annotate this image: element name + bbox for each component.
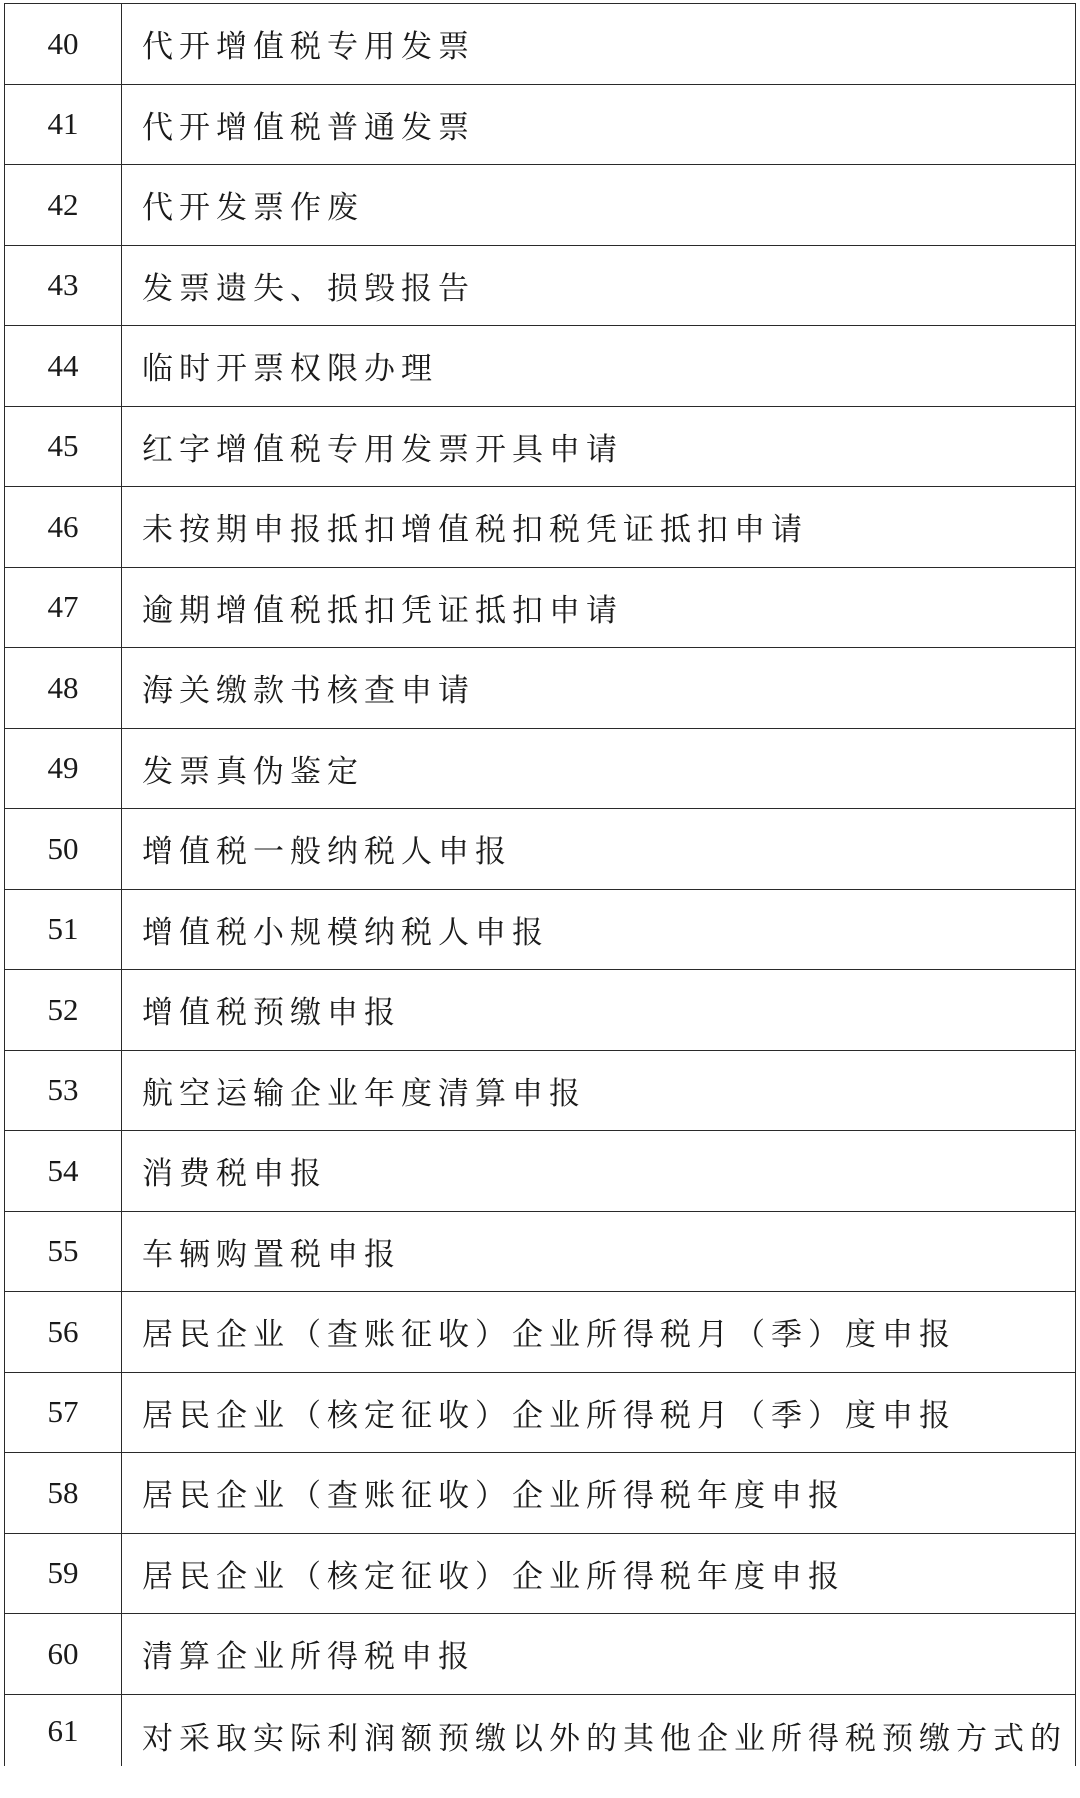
item-name: 逾期增值税抵扣凭证抵扣申请 [122,567,1076,648]
row-number: 59 [5,1533,122,1614]
table-row [5,1211,1076,1292]
item-name: 发票遗失、损毁报告 [122,245,1076,326]
item-name: 消费税申报 [122,1131,1076,1212]
table-row [5,4,1076,85]
row-number: 44 [5,326,122,407]
table-row [5,1533,1076,1614]
row-number: 51 [5,889,122,970]
item-name: 红字增值税专用发票开具申请 [122,406,1076,487]
row-number: 43 [5,245,122,326]
item-name: 发票真伪鉴定 [122,728,1076,809]
item-name: 代开发票作废 [122,165,1076,246]
row-number: 57 [5,1372,122,1453]
row-number: 42 [5,165,122,246]
table-row [5,1292,1076,1373]
item-name: 车辆购置税申报 [122,1211,1076,1292]
row-number: 52 [5,970,122,1051]
item-name: 代开增值税专用发票 [122,4,1076,85]
row-number: 49 [5,728,122,809]
item-name: 临时开票权限办理 [122,326,1076,407]
item-name: 清算企业所得税申报 [122,1614,1076,1695]
item-name: 对采取实际利润额预缴以外的其他企业所得税预缴方式的 [122,1694,1076,1766]
item-name: 居民企业（核定征收）企业所得税月（季）度申报 [122,1372,1076,1453]
service-items-table [4,3,1076,1766]
row-number: 45 [5,406,122,487]
table-row [5,1372,1076,1453]
table-row [5,326,1076,407]
table-row [5,406,1076,487]
table-row [5,1050,1076,1131]
table-row [5,970,1076,1051]
row-number: 53 [5,1050,122,1131]
row-number: 60 [5,1614,122,1695]
table-row [5,1694,1076,1766]
item-name: 增值税一般纳税人申报 [122,809,1076,890]
table-row [5,1453,1076,1534]
table-row [5,648,1076,729]
item-name: 航空运输企业年度清算申报 [122,1050,1076,1131]
table-row [5,487,1076,568]
item-name: 未按期申报抵扣增值税扣税凭证抵扣申请 [122,487,1076,568]
row-number: 47 [5,567,122,648]
item-name: 居民企业（查账征收）企业所得税月（季）度申报 [122,1292,1076,1373]
table-row [5,728,1076,809]
table-row [5,165,1076,246]
row-number: 56 [5,1292,122,1373]
item-name: 增值税小规模纳税人申报 [122,889,1076,970]
row-number: 41 [5,84,122,165]
row-number: 54 [5,1131,122,1212]
table-row [5,1131,1076,1212]
item-name: 代开增值税普通发票 [122,84,1076,165]
row-number: 50 [5,809,122,890]
table-row [5,567,1076,648]
row-number: 46 [5,487,122,568]
table-row [5,1614,1076,1695]
row-number: 58 [5,1453,122,1534]
row-number: 55 [5,1211,122,1292]
item-name: 居民企业（查账征收）企业所得税年度申报 [122,1453,1076,1534]
table-row [5,245,1076,326]
table-row [5,889,1076,970]
table-row [5,809,1076,890]
row-number: 48 [5,648,122,729]
table-row [5,84,1076,165]
item-name: 海关缴款书核查申请 [122,648,1076,729]
table-body [5,4,1076,1767]
item-name: 增值税预缴申报 [122,970,1076,1051]
row-number: 40 [5,4,122,85]
item-name: 居民企业（核定征收）企业所得税年度申报 [122,1533,1076,1614]
row-number: 61 [5,1694,122,1766]
